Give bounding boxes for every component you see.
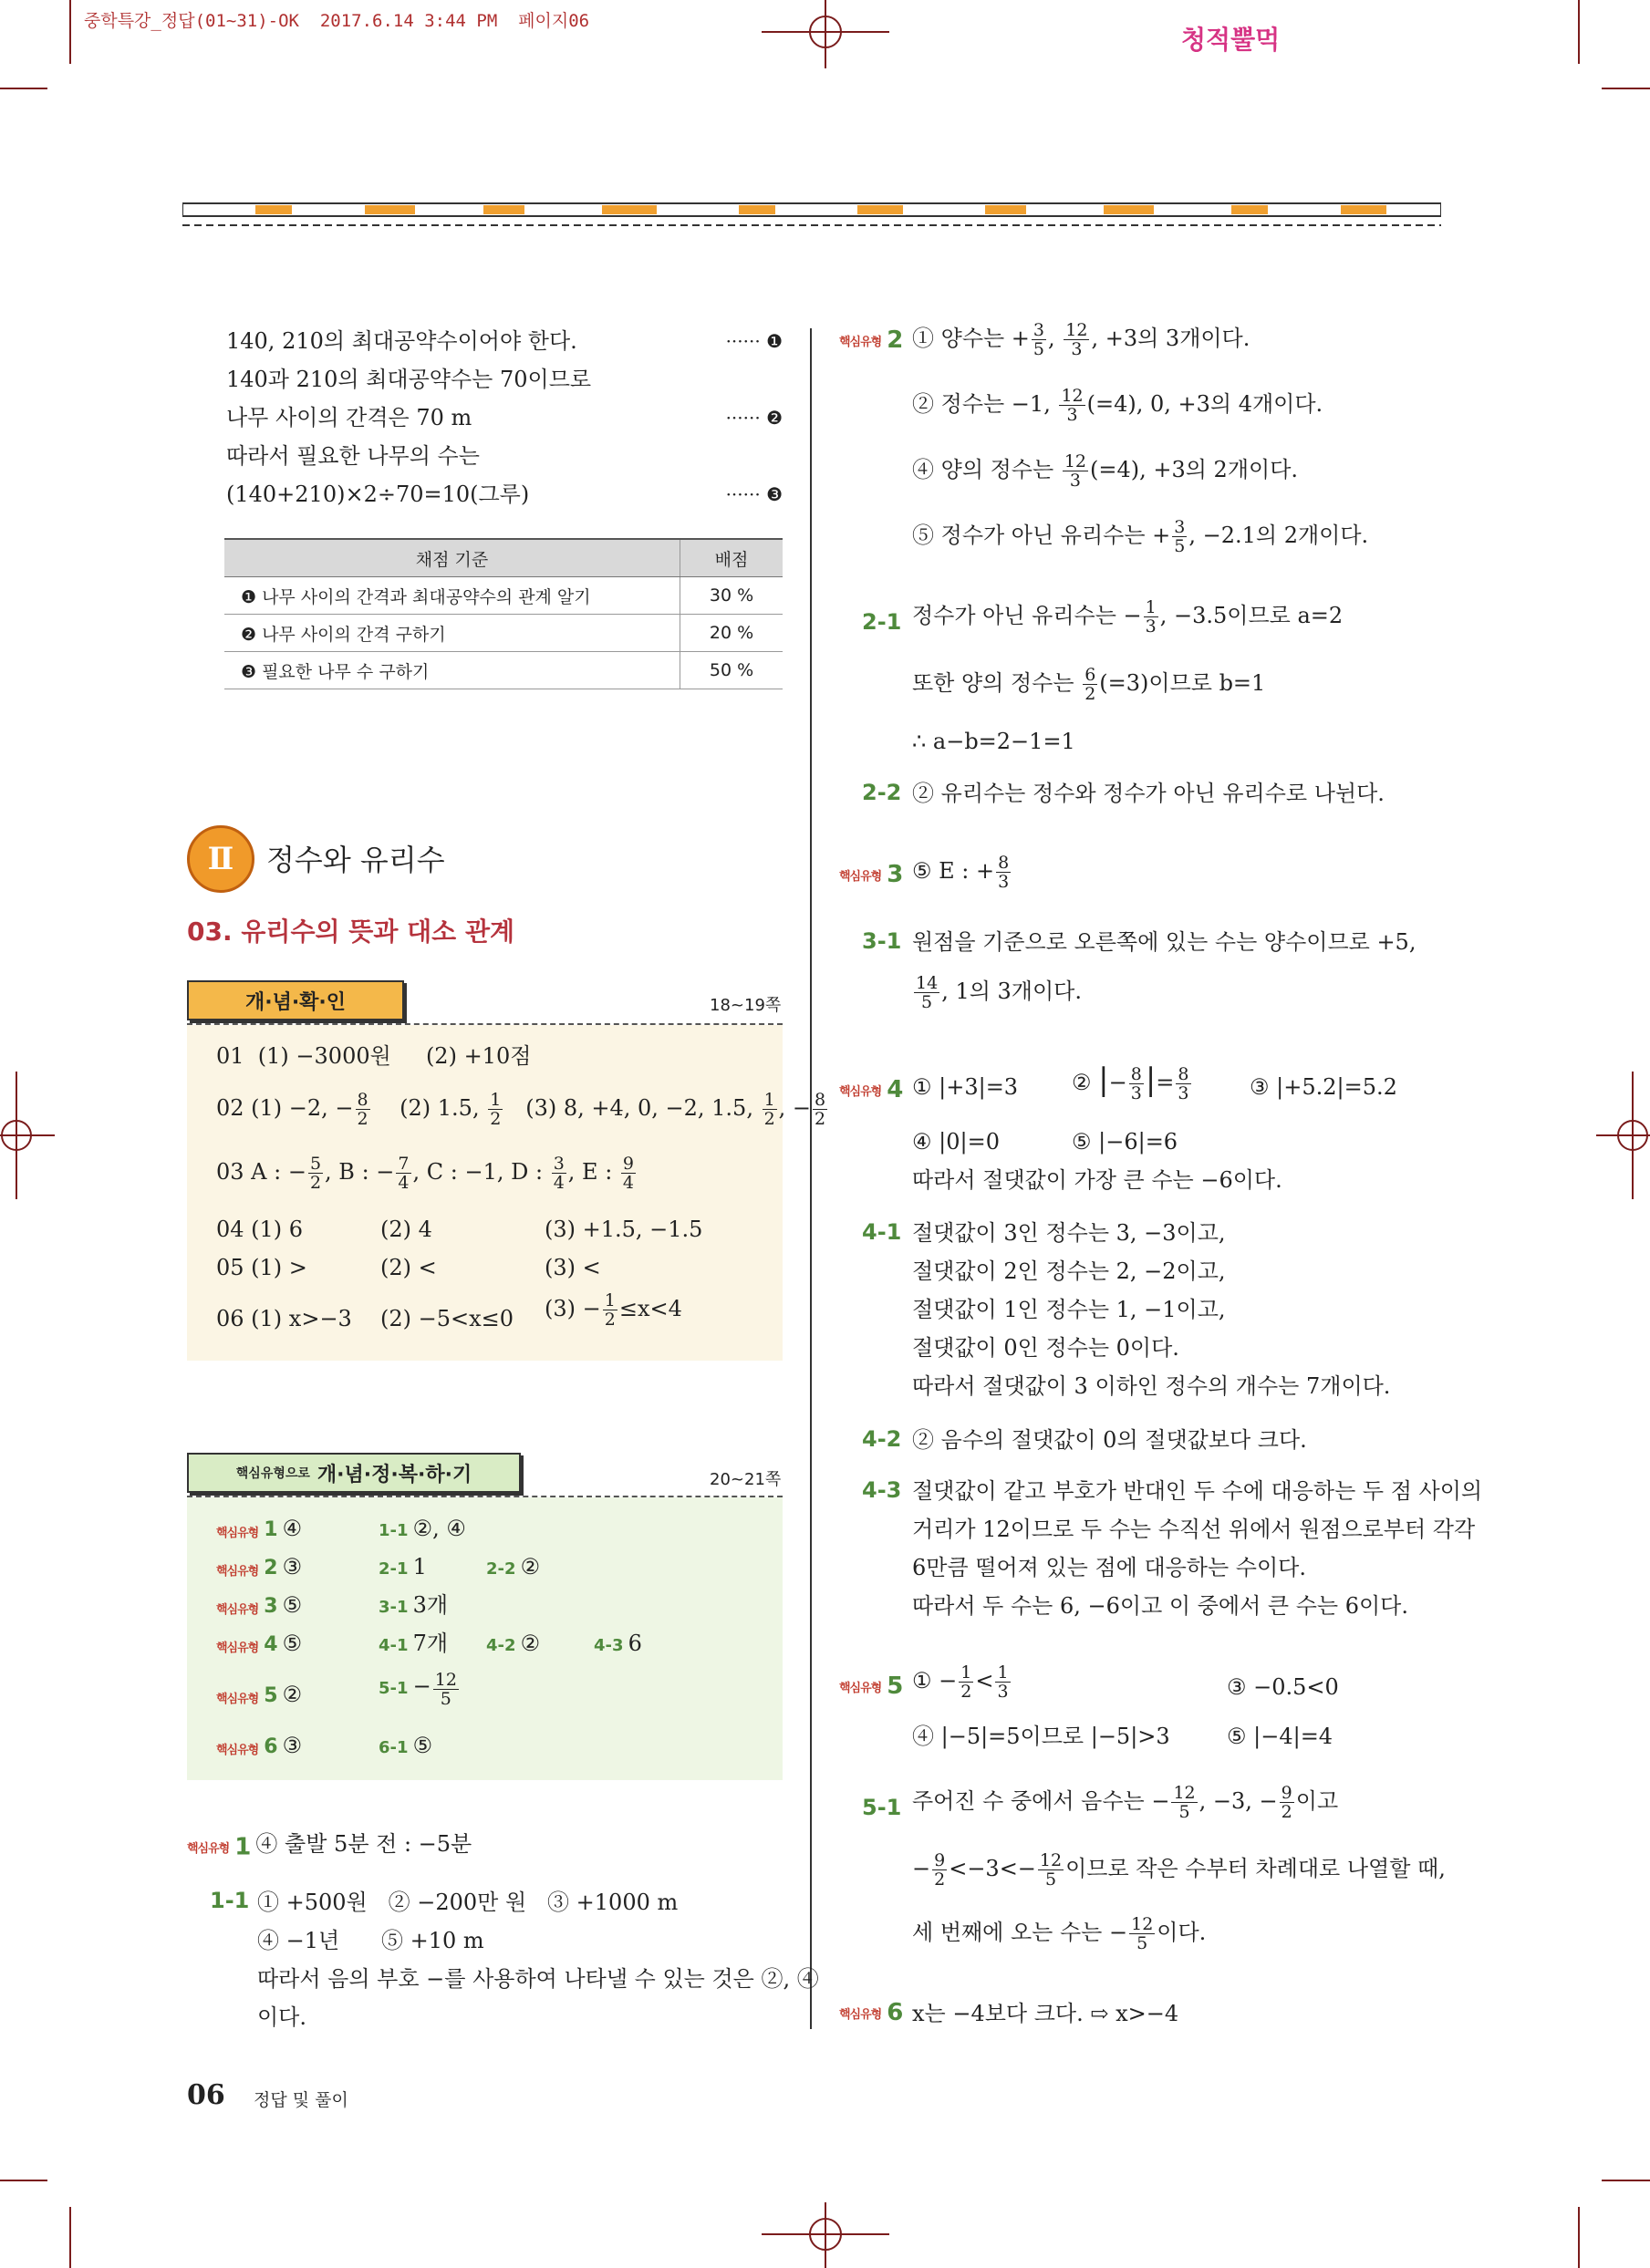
footer-label: 정답 및 풀이 xyxy=(254,2090,348,2110)
crop-mark xyxy=(69,0,71,64)
problem-6: 핵심유형 6 xyxy=(839,1999,904,2026)
text-line: 따라서 필요한 나무의 수는 xyxy=(226,443,480,469)
table-header: 배점 xyxy=(680,539,783,577)
answer-row: (3) − $\frac{1}{2}$ ≤x<4 xyxy=(545,1290,682,1330)
registration-mark-top xyxy=(762,0,889,68)
answer-row: (2) 4 xyxy=(380,1217,432,1242)
crop-mark xyxy=(1578,2207,1580,2268)
crop-mark xyxy=(0,2180,47,2181)
solution-continuation xyxy=(226,326,783,518)
text-line: ② 음수의 절댓값이 0의 절댓값보다 크다. xyxy=(912,1427,1307,1453)
problem-3: 핵심유형 3 xyxy=(839,861,904,888)
text-line: 주어진 수 중에서 음수는 − $\frac{12}{5}$ , −3, − $\frac{9}{2}$ 이고 xyxy=(912,1783,1339,1822)
label-2-2: 2-2 xyxy=(862,780,902,805)
review-row: 핵심유형 1 ④ xyxy=(216,1516,303,1541)
answer-row: (2) < xyxy=(380,1255,437,1280)
concept-answers-box xyxy=(187,1025,826,1361)
column-divider xyxy=(810,328,812,2029)
review-row: 핵심유형 3 ⑤ xyxy=(216,1592,303,1618)
text-line: ③ −0.5<0 xyxy=(1227,1674,1339,1700)
text-line: x는 −4보다 크다. ⇨ x>−4 xyxy=(912,2001,1179,2026)
text-line: ① |+3|=3 xyxy=(912,1074,1019,1100)
text-line: $\frac{14}{5}$ , 1의 3개이다. xyxy=(916,973,1082,1012)
answer-row: 06 (1) x>−3 xyxy=(216,1306,352,1331)
table-row: ❷ 나무 사이의 간격 구하기 20 % xyxy=(224,615,783,652)
text-line: ② 정수는 −1, $\frac{12}{3}$ (=4), 0, +3의 4개이다. xyxy=(912,386,1323,425)
text-line: 또한 양의 정수는 $\frac{6}{2}$ (=3)이므로 b=1 xyxy=(912,665,1266,704)
text-line: 정수가 아닌 유리수는 − $\frac{1}{3}$ , −3.5이므로 a=2 xyxy=(912,597,1344,637)
text-line: ① − $\frac{1}{2}$ < $\frac{1}{3}$ xyxy=(912,1662,1009,1702)
decorative-band xyxy=(182,196,1441,233)
review-row: 3-1 3개 xyxy=(379,1592,449,1618)
text-line: 원점을 기준으로 오른쪽에 있는 수는 양수이므로 +5, xyxy=(912,929,1417,955)
section-title: 03. 유리수의 뜻과 대소 관계 xyxy=(187,917,515,947)
text-line: ① 양수는 + $\frac{3}{5}$ , $\frac{12}{3}$ , +3의 3개이다. xyxy=(912,320,1250,359)
review-answers-box xyxy=(187,1497,783,1780)
review-row: 1-1 ②, ④ xyxy=(379,1516,466,1541)
review-row: 2-1 1 xyxy=(379,1554,427,1579)
review-row: 핵심유형 2 ③ xyxy=(216,1554,303,1579)
text-block: 절댓값이 같고 부호가 반대인 두 수에 대응하는 두 점 사이의 거리가 12이므로 두 수는 수직선 위에서 원점으로부터 각각 6만큼 떨어져 있는 점에 대응하는 수이다. 따라서 두 수는 6, −6이고 이 중에서 큰 수는 6이다. xyxy=(912,1478,1483,1619)
problem-4: 핵심유형 4 xyxy=(839,1076,904,1103)
review-row: 5-1 − $\frac{12}{5}$ xyxy=(379,1670,457,1709)
answer-row: 01 (1) −3000원 (2) +10점 xyxy=(216,1043,532,1069)
review-row: 4-1 7개 xyxy=(379,1631,449,1656)
answer-row: 04 (1) 6 xyxy=(216,1217,304,1242)
text-line: (140+210)×2÷70=10(그루) ······ ❸ xyxy=(226,482,783,507)
problem-2: 핵심유형 2 xyxy=(839,326,904,354)
text-line: 따라서 절댓값이 가장 큰 수는 −6이다. xyxy=(912,1167,1282,1193)
table-header: 채점 기준 xyxy=(224,539,680,577)
label-2-1: 2-1 xyxy=(862,609,902,635)
concept-check-label: 개·념·확·인 xyxy=(187,980,404,1020)
page-range: 18~19쪽 xyxy=(710,996,782,1015)
review-row: 핵심유형 4 ⑤ xyxy=(216,1631,303,1656)
file-info: 중학특강_정답(01~31)-OK 2017.6.14 3:44 PM 페이지06 xyxy=(84,11,590,31)
answer-row: 05 (1) > xyxy=(216,1255,307,1280)
review-row: 핵심유형 5 ② xyxy=(216,1682,303,1707)
text-line: ③ |+5.2|=5.2 xyxy=(1250,1074,1397,1100)
review-label: 핵심유형으로 개·념·정·복·하·기 xyxy=(187,1453,521,1493)
answer-row: (3) < xyxy=(545,1255,601,1280)
review-row: 6-1 ⑤ xyxy=(379,1733,433,1758)
answer-row: (2) −5<x≤0 xyxy=(380,1306,514,1331)
scoring-table xyxy=(224,538,783,689)
page-range: 20~21쪽 xyxy=(710,1470,782,1489)
text-line: ④ |−5|=5이므로 |−5|>3 xyxy=(912,1724,1170,1749)
problem-1: 핵심유형 1 ④ 출발 5분 전 : −5분 xyxy=(187,1831,472,1861)
label-3-1: 3-1 xyxy=(862,928,902,954)
text-line: ② 유리수는 정수와 정수가 아닌 유리수로 나뉜다. xyxy=(912,781,1385,806)
label-4-3: 4-3 xyxy=(862,1477,902,1503)
answer-row: 02 (1) −2, − $\frac{8}{2}$ (2) 1.5, $\frac{1}{2}$ (3) 8, +4, 0, −2, 1.5, $\frac{1}{2}$ , − $\frac{8}{2}$ xyxy=(216,1090,826,1129)
crop-mark xyxy=(69,2207,71,2268)
text-line: ⑤ 정수가 아닌 유리수는 + $\frac{3}{5}$ , −2.1의 2개이다. xyxy=(912,517,1369,556)
review-row: 4-2 ② xyxy=(486,1631,541,1656)
crop-mark xyxy=(1602,2180,1650,2181)
table-row: ❸ 필요한 나무 수 구하기 50 % xyxy=(224,652,783,689)
label-4-1: 4-1 xyxy=(862,1219,902,1245)
text-line: − $\frac{9}{2}$ <−3<− $\frac{12}{5}$ 이므로 작은 수부터 차례대로 나열할 때, xyxy=(912,1850,1446,1890)
registration-mark-right xyxy=(1596,1072,1650,1199)
registration-mark-bottom xyxy=(762,2202,889,2268)
answer-row: (3) +1.5, −1.5 xyxy=(545,1217,703,1242)
text-line: ∴ a−b=2−1=1 xyxy=(912,729,1075,754)
text-line: ④ |0|=0 xyxy=(912,1129,1000,1155)
text-line: 140, 210의 최대공약수이어야 한다. ······ ❶ xyxy=(226,328,783,354)
crop-mark xyxy=(0,88,47,89)
page-number: 06 xyxy=(187,2079,225,2111)
crop-mark xyxy=(1602,88,1650,89)
label-5-1: 5-1 xyxy=(862,1795,902,1820)
text-line: ② |− $\frac{8}{3}$ |= $\frac{8}{3}$ xyxy=(1072,1062,1189,1103)
text-line: ④ 양의 정수는 $\frac{12}{3}$ (=4), +3의 2개이다. xyxy=(912,451,1299,491)
review-row: 2-2 ② xyxy=(486,1554,541,1579)
text-line: ⑤ |−6|=6 xyxy=(1072,1129,1178,1155)
crop-mark xyxy=(1578,0,1580,64)
text-line: ⑤ |−4|=4 xyxy=(1227,1724,1333,1749)
chapter-number-badge: Ⅱ xyxy=(187,825,254,893)
chapter-title: 정수와 유리수 xyxy=(266,843,445,877)
problem-5: 핵심유형 5 xyxy=(839,1673,904,1700)
text-line: 나무 사이의 간격은 70 m ······ ❷ xyxy=(226,405,783,430)
table-row: ❶ 나무 사이의 간격과 최대공약수의 관계 알기 30 % xyxy=(224,577,783,615)
text-line: ⑤ E : + $\frac{8}{3}$ xyxy=(912,853,1010,892)
text-line: 140과 210의 최대공약수는 70이므로 xyxy=(226,367,592,392)
text-line: 세 번째에 오는 수는 − $\frac{12}{5}$ 이다. xyxy=(912,1914,1207,1953)
text-block: 절댓값이 3인 정수는 3, −3이고, 절댓값이 2인 정수는 2, −2이고, 절댓값이 1인 정수는 1, −1이고, 절댓값이 0인 정수는 0이다. 따라서 절댓값이 3 이하인 정수의 개수는 7개이다. xyxy=(912,1220,1391,1399)
registration-mark-left xyxy=(0,1072,55,1199)
label-4-2: 4-2 xyxy=(862,1426,902,1452)
brand-logo: 청적뿔먹 xyxy=(1181,25,1281,55)
review-row: 4-3 6 xyxy=(594,1631,642,1656)
answer-row: 03 A : − $\frac{5}{2}$ , B : − $\frac{7}{4}$ , C : −1, D : $\frac{3}{4}$ , E : $\frac{9}{4}$ xyxy=(216,1154,634,1193)
review-row: 핵심유형 6 ③ xyxy=(216,1733,303,1758)
